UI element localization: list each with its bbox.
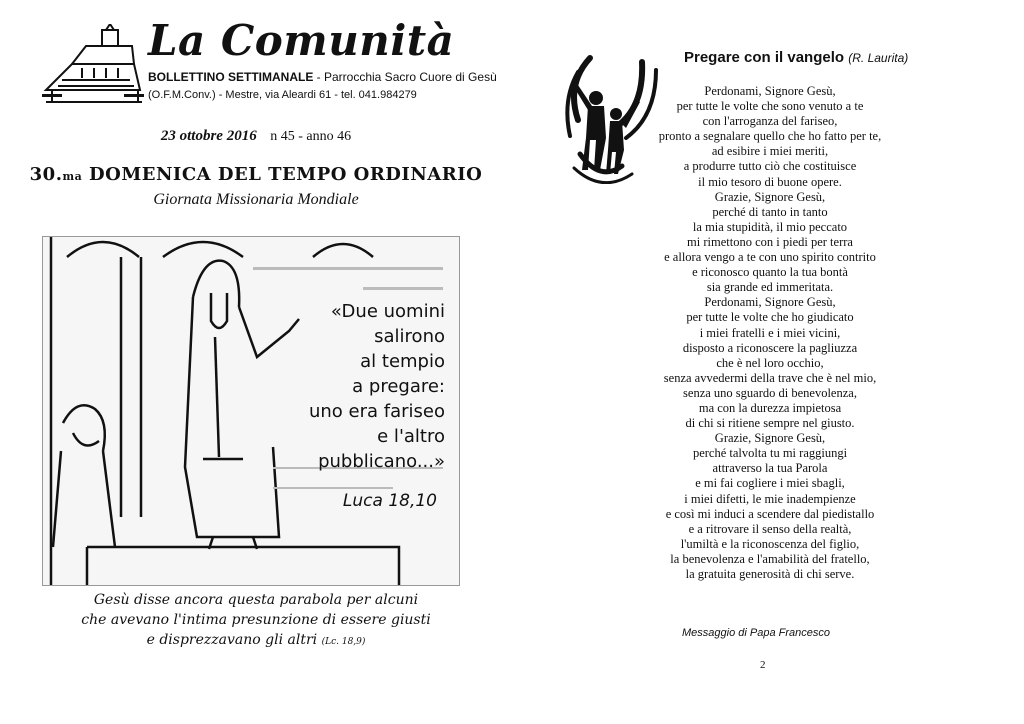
quote-line: al tempio: [360, 351, 445, 372]
prayer-line: attraverso la tua Parola: [712, 461, 828, 476]
quote-line: a pregare:: [352, 376, 445, 397]
sunday-ordinal: ma: [62, 170, 83, 183]
verse-line-text: e disprezzavano gli altri: [146, 632, 322, 648]
quote-reference: Luca 18,10: [342, 491, 437, 511]
issue-line: [0, 128, 512, 145]
prayer-line: mi rimettono con i piedi per terra: [687, 234, 853, 249]
prayer-line: per tutte le volte che sono venuto a te: [676, 99, 864, 114]
church-drawing-icon: [42, 24, 146, 106]
prayer-line: a produrre tutto ciò che costituisce: [683, 159, 857, 174]
prayer-line: la gratuita generosità di chi serve.: [685, 567, 855, 581]
prayer-line: sia grande ed immeritata.: [706, 280, 834, 295]
prayer-title-text: Pregare con il vangelo: [684, 49, 845, 66]
prayer-line: Grazie, Signore Gesù,: [714, 189, 826, 204]
verse-line: [0, 630, 512, 652]
prayer-line: perché di tanto in tanto: [712, 204, 828, 219]
quote-line: «Due uomini: [330, 301, 445, 322]
prayer-line: e a ritrovare il senso della realtà,: [688, 521, 852, 536]
prayer-line: e così mi induci a scendere dal piedistallo: [665, 506, 875, 521]
sunday-title: [0, 164, 512, 185]
prayer-line: i miei fratelli e i miei vicini,: [699, 325, 841, 340]
quote-line: pubblicano...»: [318, 451, 445, 472]
prayer-credit: Messaggio di Papa Francesco: [682, 627, 830, 639]
prayer-line: e mi fai cogliere i miei sbagli,: [695, 476, 845, 491]
prayer-line: Perdonami, Signore Gesù,: [704, 84, 836, 98]
sunday-title-text: DOMENICA DEL TEMPO ORDINARIO: [82, 164, 483, 185]
prayer-line: ad esibire i miei meriti,: [711, 144, 829, 159]
illustration-quote: [275, 299, 445, 474]
prayer-line: i miei difetti, le mie inadempienze: [684, 491, 856, 506]
prayer-line: la benevolenza e l'amabilità del fratello,: [670, 551, 870, 566]
prayer-line: per tutte le volte che ho giudicato: [686, 310, 854, 325]
prayer-author: (R. Laurita): [848, 51, 909, 65]
prayer-line: e allora vengo a te con uno spirito contrito: [664, 250, 876, 265]
page-number: 2: [760, 659, 766, 671]
prayer-line: che è nel loro occhio,: [716, 355, 824, 370]
prayer-line: il mio tesoro di buone opere.: [698, 174, 842, 189]
prayer-line: Grazie, Signore Gesù,: [714, 431, 826, 446]
prayer-line: e riconosco quanto la tua bontà: [692, 265, 848, 280]
prayer-line: la mia stupidità, il mio peccato: [692, 219, 848, 234]
masthead-address: (O.F.M.Conv.) - Mestre, via Aleardi 61 - tel. 041.984279: [148, 89, 417, 101]
issue-number: n 45 - anno 46: [270, 129, 352, 144]
prayer-line: disposto a riconoscere la pagliuzza: [682, 340, 858, 355]
prayer-line: perché talvolta tu mi raggiungi: [692, 446, 848, 461]
prayer-line: ma con la durezza impietosa: [698, 400, 842, 415]
prayer-line: Perdonami, Signore Gesù,: [704, 295, 836, 310]
sunday-number: 30.: [29, 164, 63, 185]
prayer-title: [684, 49, 908, 66]
gospel-verse: [0, 590, 512, 652]
right-page: [512, 0, 1024, 724]
masthead-subtitle-bold: BOLLETTINO SETTIMANALE: [148, 70, 314, 84]
sunday-subtitle: Giornata Missionaria Mondiale: [153, 191, 359, 208]
prayer-text: [652, 84, 888, 582]
prayer-line: pronto a segnalare quello che ho fatto per te,: [658, 129, 882, 144]
quote-line: e l'altro: [377, 426, 445, 447]
verse-reference: (Lc. 18,9): [321, 637, 366, 647]
masthead-subtitle-rest: - Parrocchia Sacro Cuore di Gesù: [313, 70, 497, 84]
verse-line: che avevano l'intima presunzione di essere giusti: [81, 612, 431, 628]
prayer-line: l'umiltà e la riconoscenza del figlio,: [680, 536, 860, 551]
quote-line: uno era fariseo: [308, 401, 445, 422]
quote-line: salirono: [374, 326, 445, 347]
issue-date: 23 ottobre 2016: [160, 128, 257, 144]
verse-line: Gesù disse ancora questa parabola per alcuni: [93, 592, 419, 608]
prayer-line: senza avvedermi della trave che è nel mio,: [663, 370, 877, 385]
masthead-subtitle: [148, 70, 497, 84]
prayer-line: senza uno sguardo di benevolenza,: [683, 385, 857, 400]
prayer-line: con l'arroganza del fariseo,: [702, 114, 838, 129]
masthead-title: La Comunità: [148, 16, 455, 65]
prayer-line: di chi si ritiene sempre nel giusto.: [685, 416, 855, 431]
gospel-illustration: [42, 236, 460, 586]
